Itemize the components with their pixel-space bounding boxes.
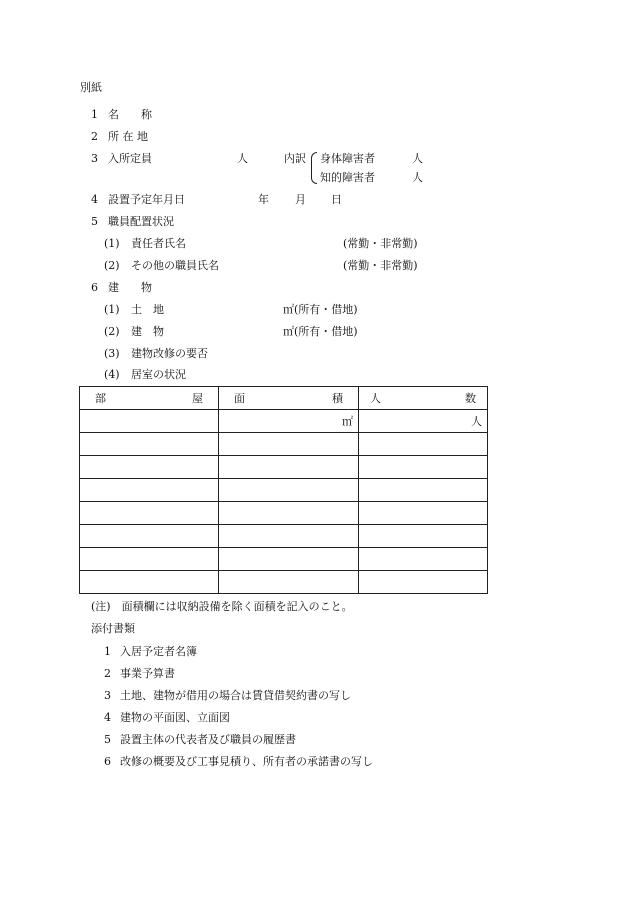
table-cell[interactable] bbox=[359, 479, 488, 502]
attachment-2-number: 2 bbox=[104, 667, 111, 680]
table-cell[interactable] bbox=[359, 548, 488, 571]
table-cell[interactable] bbox=[219, 433, 359, 456]
item-5-1-label: 責任者氏名 bbox=[131, 237, 186, 250]
item-1-number: 1 bbox=[91, 108, 98, 121]
item-2-number: 2 bbox=[91, 130, 98, 143]
table-cell[interactable] bbox=[219, 548, 359, 571]
item-3-label: 入所定員 bbox=[108, 152, 152, 165]
item-5-2-label: その他の職員氏名 bbox=[131, 259, 219, 272]
table-row bbox=[80, 571, 488, 594]
breakdown-intellectual: 知的障害者 bbox=[320, 171, 375, 184]
item-5-2-number: (2) bbox=[104, 259, 120, 272]
table-row bbox=[80, 456, 488, 479]
item-4-number: 4 bbox=[91, 193, 98, 206]
table-cell[interactable] bbox=[80, 479, 219, 502]
item-6-1-note: ㎡(所有・借地) bbox=[283, 303, 358, 316]
item-5-1-note: (常勤・非常勤) bbox=[343, 237, 418, 250]
attachment-6-label: 改修の概要及び工事見積り、所有者の承諾書の写し bbox=[120, 755, 373, 768]
header-room bbox=[80, 387, 219, 410]
table-row bbox=[80, 433, 488, 456]
table-row bbox=[80, 502, 488, 525]
header-persons-b: 数 bbox=[465, 392, 476, 405]
attachment-3-label: 土地、建物が借用の場合は賃貸借契約書の写し bbox=[120, 689, 351, 702]
item-6-label: 建 物 bbox=[108, 281, 152, 294]
item-4-label: 設置予定年月日 bbox=[108, 193, 185, 206]
item-1-label: 名 称 bbox=[108, 108, 152, 121]
item-6-3-label: 建物改修の要否 bbox=[131, 347, 208, 360]
table-row bbox=[80, 410, 488, 433]
attachment-5-label: 設置主体の代表者及び職員の履歴書 bbox=[120, 733, 296, 746]
table-cell-area-unit[interactable]: ㎡ bbox=[219, 410, 359, 433]
header-persons-a: 人 bbox=[370, 392, 381, 405]
item-5-label: 職員配置状況 bbox=[108, 215, 174, 228]
item-5-1-number: (1) bbox=[104, 237, 120, 250]
breakdown-physical: 身体障害者 bbox=[320, 152, 375, 165]
item-6-1-number: (1) bbox=[104, 303, 120, 316]
item-4-month: 月 bbox=[295, 193, 306, 206]
header-area bbox=[219, 387, 359, 410]
attachments-title: 添付書類 bbox=[91, 622, 135, 635]
header-area-a: 面 bbox=[234, 392, 245, 405]
item-6-1-label: 土 地 bbox=[131, 303, 164, 316]
item-6-4-label: 居室の状況 bbox=[131, 368, 186, 381]
attachment-4-label: 建物の平面図、立面図 bbox=[120, 711, 230, 724]
item-3-unit: 人 bbox=[237, 152, 248, 165]
attachment-3-number: 3 bbox=[104, 689, 111, 702]
attachment-6-number: 6 bbox=[104, 755, 111, 768]
attachment-1-label: 入居予定者名簿 bbox=[120, 645, 197, 658]
table-cell-persons-unit[interactable]: 人 bbox=[359, 410, 488, 433]
item-4-year: 年 bbox=[258, 193, 269, 206]
header-room-a: 部 bbox=[95, 392, 106, 405]
table-cell[interactable] bbox=[80, 433, 219, 456]
table-header-row bbox=[80, 387, 488, 410]
breakdown-brace bbox=[311, 152, 317, 184]
breakdown-label: 内訳 bbox=[284, 152, 306, 165]
table-row bbox=[80, 479, 488, 502]
table-cell[interactable] bbox=[80, 410, 219, 433]
table-cell[interactable] bbox=[359, 456, 488, 479]
room-status-table bbox=[79, 386, 488, 594]
table-cell[interactable] bbox=[219, 525, 359, 548]
header-persons bbox=[359, 387, 488, 410]
item-6-2-note: ㎡(所有・借地) bbox=[283, 325, 358, 338]
table-note: (注) 面積欄には収納設備を除く面積を記入のこと。 bbox=[91, 600, 353, 613]
table-cell[interactable] bbox=[219, 502, 359, 525]
table-cell[interactable] bbox=[359, 571, 488, 594]
table-cell[interactable] bbox=[359, 433, 488, 456]
item-5-2-note: (常勤・非常勤) bbox=[343, 259, 418, 272]
table-row bbox=[80, 525, 488, 548]
attachment-4-number: 4 bbox=[104, 711, 111, 724]
item-6-2-label: 建 物 bbox=[131, 325, 164, 338]
item-6-number: 6 bbox=[91, 281, 98, 294]
table-cell[interactable] bbox=[80, 456, 219, 479]
table-cell[interactable] bbox=[80, 571, 219, 594]
header-area-b: 積 bbox=[332, 392, 343, 405]
item-5-number: 5 bbox=[91, 215, 98, 228]
table-cell[interactable] bbox=[219, 571, 359, 594]
item-2-label: 所 在 地 bbox=[108, 130, 148, 143]
item-6-3-number: (3) bbox=[104, 347, 120, 360]
table-cell[interactable] bbox=[359, 502, 488, 525]
breakdown-physical-unit: 人 bbox=[412, 152, 423, 165]
table-cell[interactable] bbox=[219, 456, 359, 479]
item-3-number: 3 bbox=[91, 152, 98, 165]
table-cell[interactable] bbox=[359, 525, 488, 548]
item-6-4-number: (4) bbox=[104, 368, 120, 381]
document-title: 別紙 bbox=[80, 81, 102, 94]
attachment-5-number: 5 bbox=[104, 733, 111, 746]
table-cell[interactable] bbox=[80, 525, 219, 548]
table-cell[interactable] bbox=[80, 548, 219, 571]
attachment-2-label: 事業予算書 bbox=[120, 667, 175, 680]
table-row bbox=[80, 548, 488, 571]
breakdown-intellectual-unit: 人 bbox=[412, 171, 423, 184]
item-6-2-number: (2) bbox=[104, 325, 120, 338]
table-cell[interactable] bbox=[80, 502, 219, 525]
header-room-b: 屋 bbox=[192, 392, 203, 405]
item-4-day: 日 bbox=[331, 193, 342, 206]
table-cell[interactable] bbox=[219, 479, 359, 502]
attachment-1-number: 1 bbox=[104, 645, 111, 658]
